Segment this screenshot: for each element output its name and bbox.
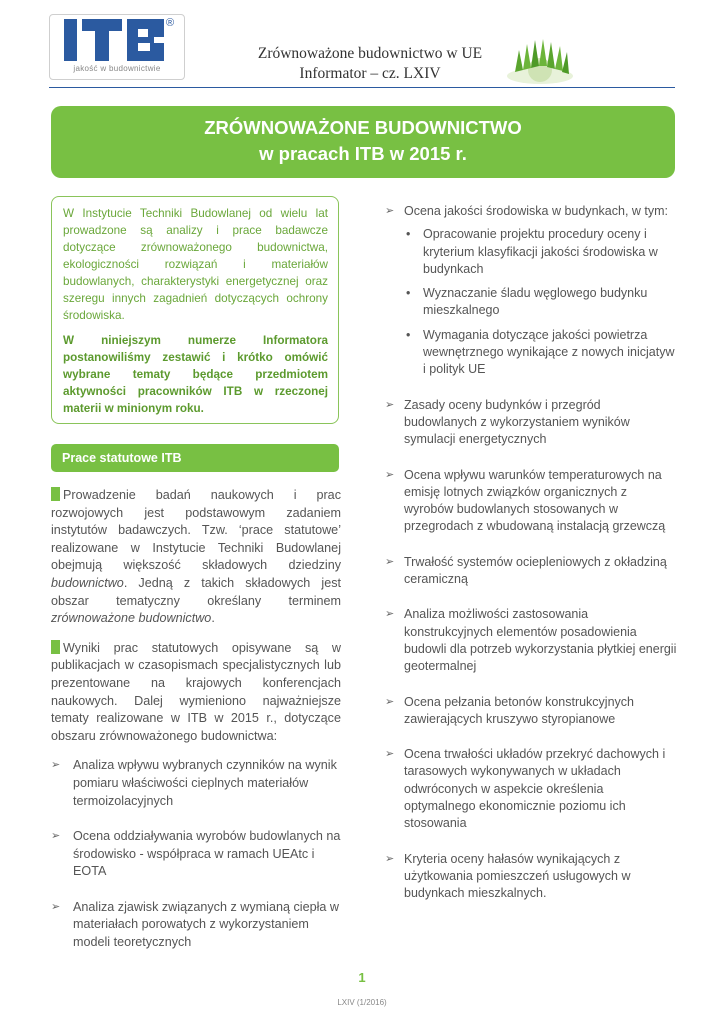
- arrow-bullet-icon: ➢: [385, 398, 395, 411]
- list-item: ➢ Ocena jakości środowiska w budynkach, w tym: • Opracowanie projektu procedury oceny i kryterium klasyfikacji jakości środowiska w budynkach • Wyznaczanie śladu węglowego budynku mieszkalnego • Wymagania dotyczące jakości powietrza wewnętrznego wynikające z nowych inicjatyw i polityk UE: [385, 203, 677, 379]
- list-item: ➢ Ocena oddziaływania wyrobów budowlanych na środowisko - współpraca w ramach UEAtc i EOTA: [51, 829, 341, 879]
- arrow-bullet-icon: ➢: [51, 759, 61, 772]
- list-item: ➢ Trwałość systemów ociepleniowych z okładziną ceramiczną: [385, 554, 667, 587]
- header-line-1: Zrównoważone budownictwo w UE: [257, 45, 483, 62]
- issue-label: LXIV (1/2016): [337, 998, 387, 1007]
- left-topic-list: [51, 757, 341, 951]
- intro-box: [51, 196, 339, 424]
- page-number: 1: [358, 970, 366, 985]
- body-paragraph-2: Wyniki prac statutowych opisywane są w publikacjach w czasopismach specjalistycznych lub prezentowane na krajowych konferencjach naukowych. Dalej wymieniono najważniejsze tematy realizowane w ITB w 2015 r., dotyczące obszaru zrównoważonego budownictwa:: [51, 640, 341, 743]
- list-item: ➢ Ocena wpływu warunków temperaturowych na emisję lotnych związków organicznych z wyrobów budowlanych stosowanych w przegrodach z wbudowaną instalacją grzewczą: [385, 467, 666, 534]
- header-title: [190, 44, 550, 84]
- banner-title-line-2: w pracach ITB w 2015 r.: [259, 143, 467, 164]
- arrow-bullet-icon: ➢: [385, 555, 395, 568]
- list-item: ➢ Kryteria oceny hałasów wynikających z użytkowania pomieszczeń usługowych w budynkach mieszkalnych.: [385, 851, 631, 901]
- intro-bold-paragraph: W niniejszym numerze Informatora postanowiliśmy zestawić i krótko omówić wybrane tematy będące przedmiotem aktywności pracowników ITB w rzeczonej materii w minionym roku.: [63, 334, 328, 415]
- arrow-bullet-icon: ➢: [385, 695, 395, 708]
- right-topic-list: [385, 203, 677, 903]
- green-square-marker: [51, 640, 60, 654]
- intro-paragraph: W Instytucie Techniki Budowlanej od wielu lat prowadzone są analizy i prace badawcze dotyczące zrównoważonego budownictwa, ekologiczności rozwiązań i materiałów budowlanych, charakterystyki energetycznej oraz szeregu innych zagadnień dotyczących ochrony środowiska.: [63, 207, 328, 322]
- list-item: ➢ Analiza wpływu wybranych czynników na wynik pomiaru właściwości cieplnych materiałów termoizolacyjnych: [51, 758, 337, 808]
- banner-title-line-1: ZRÓWNOWAŻONE BUDOWNICTWO: [204, 117, 522, 138]
- dot-bullet-icon: •: [406, 227, 411, 242]
- arrow-bullet-icon: ➢: [51, 900, 61, 913]
- list-item: ➢ Ocena trwałości układów przekryć dachowych i tarasowych wykonywanych w układach odwróconych w aspekcie określenia optymalnego ekonomicznie poziomu ich stosowania: [385, 747, 666, 831]
- green-globe-icon: [505, 36, 575, 84]
- list-item: ➢ Analiza zjawisk związanych z wymianą ciepła w materiałach porowatych z wykorzystaniem modeli teoretycznych: [51, 899, 339, 950]
- logo-tagline: jakość w budownictwie: [73, 64, 161, 73]
- arrow-bullet-icon: ➢: [385, 852, 395, 865]
- itb-logo-mark: [64, 19, 164, 61]
- right-column: [385, 203, 677, 921]
- left-column: [51, 487, 341, 970]
- dot-bullet-icon: •: [406, 327, 411, 342]
- list-item: ➢ Zasady oceny budynków i przegród budowlanych z wykorzystaniem wyników symulacji energetycznych: [385, 397, 630, 447]
- sub-list: [404, 226, 677, 378]
- body-paragraph-1: Prowadzenie badań naukowych i prac rozwojowych jest podstawowym zadaniem instytutów badawczych. Tzw. ‘prace statutowe’ realizowane w Instytucie Techniki Budowlanej obejmują większość składowych dziedziny budownictwo. Jedną z takich składowych jest obszar tematyczny określany terminem zrównoważone budownictwo.: [51, 488, 341, 626]
- registered-mark: ®: [166, 17, 175, 29]
- header-rule: [49, 87, 675, 88]
- sub-list-item: • Wymagania dotyczące jakości powietrza wewnętrznego wynikające z nowych inicjatyw i polityk UE: [406, 327, 675, 377]
- itb-logo: [49, 14, 185, 80]
- arrow-bullet-icon: ➢: [385, 608, 395, 621]
- list-item: ➢ Ocena pełzania betonów konstrukcyjnych zawierających kruszywo styropianowe: [385, 694, 634, 726]
- arrow-bullet-icon: ➢: [385, 468, 395, 481]
- header-line-2: Informator – cz. LXIV: [299, 65, 441, 82]
- sub-list-item: • Wyznaczanie śladu węglowego budynku mieszkalnego: [406, 286, 648, 318]
- dot-bullet-icon: •: [406, 286, 411, 301]
- arrow-bullet-icon: ➢: [385, 748, 395, 761]
- section-heading: Prace statutowe ITB: [51, 444, 339, 472]
- green-square-marker: [51, 487, 60, 501]
- list-item: ➢ Analiza możliwości zastosowania konstrukcyjnych elementów posadowienia budowli dla potrzeb wykorzystania płytkiej energii geotermalnej: [385, 607, 677, 674]
- sub-list-item: • Opracowanie projektu procedury oceny i kryterium klasyfikacji jakości środowiska w budynkach: [406, 227, 658, 276]
- arrow-bullet-icon: ➢: [385, 205, 395, 217]
- arrow-bullet-icon: ➢: [51, 830, 61, 843]
- title-banner: [51, 106, 675, 178]
